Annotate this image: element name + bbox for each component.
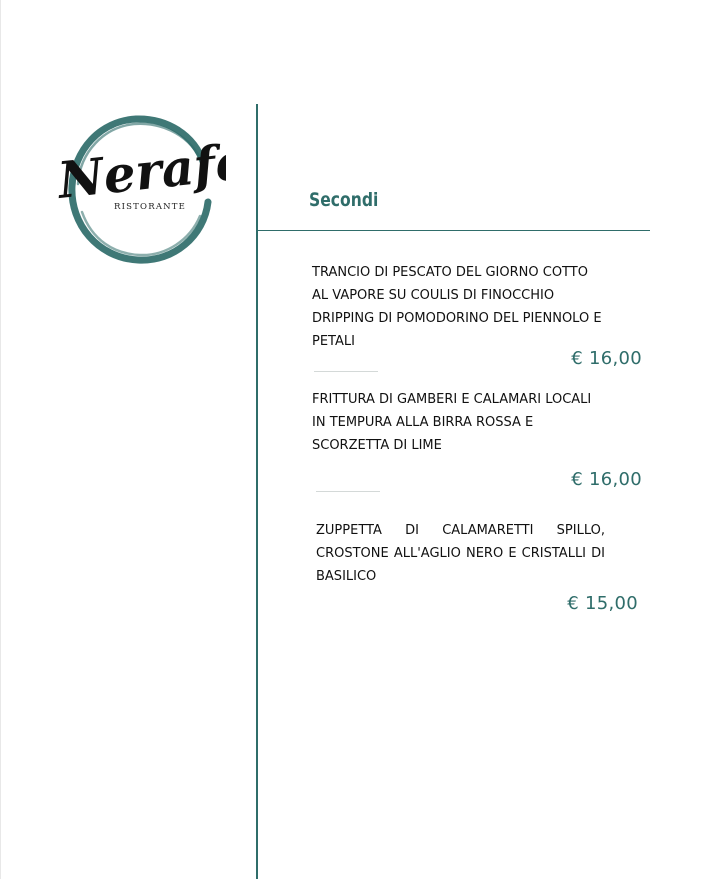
restaurant-logo: [54, 112, 226, 268]
section-title: Secondi: [309, 189, 379, 211]
logo-subtitle: RISTORANTE: [114, 202, 187, 212]
menu-item-price: € 15,00: [567, 593, 638, 614]
menu-item-price: € 16,00: [571, 348, 642, 369]
item-separator: [316, 491, 380, 492]
logo-wordmark: Nerafé: [55, 131, 226, 210]
page-edge: [0, 0, 1, 879]
vertical-divider: [256, 104, 258, 879]
menu-item-description: FRITTURA DI GAMBERI E CALAMARI LOCALI IN TEMPURA ALLA BIRRA ROSSA E SCORZETTA DI LIME: [312, 392, 592, 453]
item-separator: [314, 371, 378, 372]
menu-item-description: TRANCIO DI PESCATO DEL GIORNO COTTO AL VAPORE SU COULIS DI FINOCCHIO DRIPPING DI POMODORINO DEL PIENNOLO E PETALI: [312, 265, 602, 349]
section-underline: [258, 230, 650, 231]
logo-emblem: [54, 112, 226, 268]
menu-item-price: € 16,00: [571, 469, 642, 490]
menu-item-description: ZUPPETTA DI CALAMARETTI SPILLO, CROSTONE ALL'AGLIO NERO E CRISTALLI DI BASILICO: [316, 523, 605, 584]
